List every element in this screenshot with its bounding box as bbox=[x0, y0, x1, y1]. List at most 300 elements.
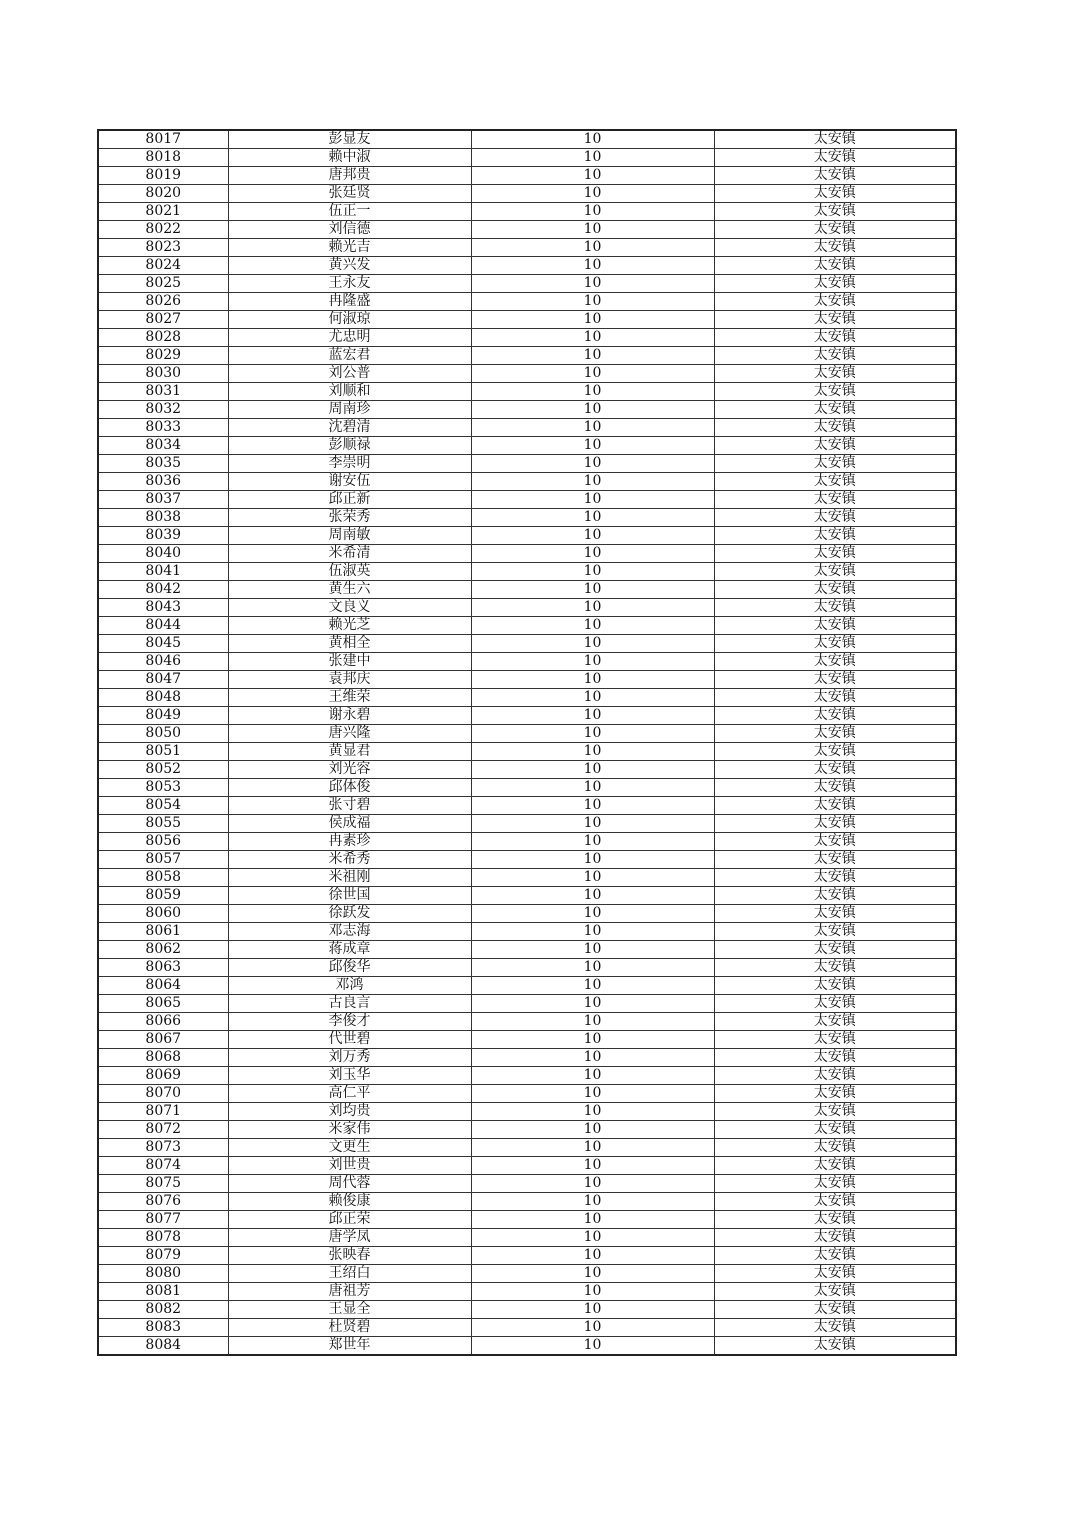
cell-name: 刘玉华 bbox=[228, 1067, 471, 1085]
cell-amount: 10 bbox=[471, 365, 714, 383]
cell-name: 杜贤碧 bbox=[228, 1319, 471, 1337]
cell-town: 太安镇 bbox=[714, 599, 956, 617]
cell-town: 太安镇 bbox=[714, 779, 956, 797]
cell-name: 刘公普 bbox=[228, 365, 471, 383]
table-row bbox=[98, 491, 956, 509]
cell-name: 何淑琼 bbox=[228, 311, 471, 329]
cell-number: 8027 bbox=[98, 311, 228, 329]
cell-name: 周南珍 bbox=[228, 401, 471, 419]
cell-name: 蒋成章 bbox=[228, 941, 471, 959]
cell-number: 8029 bbox=[98, 347, 228, 365]
cell-name: 张寸碧 bbox=[228, 797, 471, 815]
cell-name: 黄兴发 bbox=[228, 257, 471, 275]
cell-name: 张映春 bbox=[228, 1247, 471, 1265]
cell-town: 太安镇 bbox=[714, 473, 956, 491]
cell-amount: 10 bbox=[471, 815, 714, 833]
cell-number: 8075 bbox=[98, 1175, 228, 1193]
cell-town: 太安镇 bbox=[714, 1031, 956, 1049]
table-row bbox=[98, 995, 956, 1013]
cell-name: 邱体俊 bbox=[228, 779, 471, 797]
cell-number: 8040 bbox=[98, 545, 228, 563]
cell-name: 伍正一 bbox=[228, 203, 471, 221]
cell-name: 唐兴隆 bbox=[228, 725, 471, 743]
cell-name: 代世碧 bbox=[228, 1031, 471, 1049]
cell-number: 8072 bbox=[98, 1121, 228, 1139]
cell-amount: 10 bbox=[471, 293, 714, 311]
table-row bbox=[98, 167, 956, 185]
cell-town: 太安镇 bbox=[714, 689, 956, 707]
cell-number: 8031 bbox=[98, 383, 228, 401]
cell-number: 8044 bbox=[98, 617, 228, 635]
table-row bbox=[98, 833, 956, 851]
cell-name: 周代蓉 bbox=[228, 1175, 471, 1193]
table-row bbox=[98, 617, 956, 635]
cell-town: 太安镇 bbox=[714, 1139, 956, 1157]
cell-amount: 10 bbox=[471, 347, 714, 365]
table-row bbox=[98, 365, 956, 383]
cell-amount: 10 bbox=[471, 167, 714, 185]
cell-number: 8074 bbox=[98, 1157, 228, 1175]
cell-number: 8062 bbox=[98, 941, 228, 959]
cell-amount: 10 bbox=[471, 779, 714, 797]
cell-number: 8060 bbox=[98, 905, 228, 923]
cell-number: 8028 bbox=[98, 329, 228, 347]
cell-name: 赖光吉 bbox=[228, 239, 471, 257]
cell-name: 邓鸿 bbox=[228, 977, 471, 995]
cell-town: 太安镇 bbox=[714, 419, 956, 437]
table-row bbox=[98, 455, 956, 473]
cell-name: 王永友 bbox=[228, 275, 471, 293]
table-row bbox=[98, 923, 956, 941]
cell-amount: 10 bbox=[471, 257, 714, 275]
cell-town: 太安镇 bbox=[714, 347, 956, 365]
table-row bbox=[98, 1301, 956, 1319]
cell-number: 8081 bbox=[98, 1283, 228, 1301]
cell-amount: 10 bbox=[471, 977, 714, 995]
cell-amount: 10 bbox=[471, 653, 714, 671]
cell-name: 冉素珍 bbox=[228, 833, 471, 851]
table-row bbox=[98, 1031, 956, 1049]
cell-town: 太安镇 bbox=[714, 130, 956, 149]
cell-name: 冉隆盛 bbox=[228, 293, 471, 311]
cell-number: 8018 bbox=[98, 149, 228, 167]
cell-name: 侯成福 bbox=[228, 815, 471, 833]
cell-number: 8054 bbox=[98, 797, 228, 815]
cell-town: 太安镇 bbox=[714, 617, 956, 635]
cell-town: 太安镇 bbox=[714, 185, 956, 203]
cell-amount: 10 bbox=[471, 1319, 714, 1337]
cell-number: 8053 bbox=[98, 779, 228, 797]
cell-amount: 10 bbox=[471, 707, 714, 725]
cell-number: 8024 bbox=[98, 257, 228, 275]
cell-number: 8047 bbox=[98, 671, 228, 689]
cell-town: 太安镇 bbox=[714, 257, 956, 275]
cell-town: 太安镇 bbox=[714, 797, 956, 815]
table-row bbox=[98, 419, 956, 437]
table-row bbox=[98, 383, 956, 401]
cell-amount: 10 bbox=[471, 1265, 714, 1283]
cell-town: 太安镇 bbox=[714, 707, 956, 725]
cell-number: 8056 bbox=[98, 833, 228, 851]
table-row bbox=[98, 221, 956, 239]
cell-town: 太安镇 bbox=[714, 815, 956, 833]
data-table bbox=[97, 129, 957, 1356]
cell-amount: 10 bbox=[471, 797, 714, 815]
table-row bbox=[98, 1211, 956, 1229]
cell-town: 太安镇 bbox=[714, 1247, 956, 1265]
cell-amount: 10 bbox=[471, 671, 714, 689]
cell-town: 太安镇 bbox=[714, 851, 956, 869]
cell-name: 文良义 bbox=[228, 599, 471, 617]
cell-town: 太安镇 bbox=[714, 1049, 956, 1067]
cell-number: 8050 bbox=[98, 725, 228, 743]
cell-number: 8065 bbox=[98, 995, 228, 1013]
cell-amount: 10 bbox=[471, 473, 714, 491]
cell-amount: 10 bbox=[471, 437, 714, 455]
cell-amount: 10 bbox=[471, 1193, 714, 1211]
cell-town: 太安镇 bbox=[714, 671, 956, 689]
cell-town: 太安镇 bbox=[714, 383, 956, 401]
cell-town: 太安镇 bbox=[714, 275, 956, 293]
cell-number: 8032 bbox=[98, 401, 228, 419]
cell-amount: 10 bbox=[471, 239, 714, 257]
table-row bbox=[98, 761, 956, 779]
cell-amount: 10 bbox=[471, 130, 714, 149]
cell-amount: 10 bbox=[471, 941, 714, 959]
cell-name: 刘万秀 bbox=[228, 1049, 471, 1067]
cell-number: 8076 bbox=[98, 1193, 228, 1211]
cell-amount: 10 bbox=[471, 1229, 714, 1247]
table-row bbox=[98, 1013, 956, 1031]
cell-amount: 10 bbox=[471, 419, 714, 437]
cell-name: 尤忠明 bbox=[228, 329, 471, 347]
cell-amount: 10 bbox=[471, 833, 714, 851]
cell-town: 太安镇 bbox=[714, 761, 956, 779]
cell-town: 太安镇 bbox=[714, 1265, 956, 1283]
cell-number: 8037 bbox=[98, 491, 228, 509]
cell-town: 太安镇 bbox=[714, 743, 956, 761]
cell-town: 太安镇 bbox=[714, 1301, 956, 1319]
cell-town: 太安镇 bbox=[714, 1319, 956, 1337]
cell-number: 8083 bbox=[98, 1319, 228, 1337]
cell-amount: 10 bbox=[471, 761, 714, 779]
cell-name: 邱正新 bbox=[228, 491, 471, 509]
cell-amount: 10 bbox=[471, 221, 714, 239]
cell-number: 8022 bbox=[98, 221, 228, 239]
table-row bbox=[98, 599, 956, 617]
cell-number: 8063 bbox=[98, 959, 228, 977]
cell-town: 太安镇 bbox=[714, 995, 956, 1013]
table-row bbox=[98, 1283, 956, 1301]
cell-town: 太安镇 bbox=[714, 1337, 956, 1356]
cell-amount: 10 bbox=[471, 923, 714, 941]
cell-name: 李俊才 bbox=[228, 1013, 471, 1031]
cell-town: 太安镇 bbox=[714, 563, 956, 581]
cell-number: 8023 bbox=[98, 239, 228, 257]
cell-town: 太安镇 bbox=[714, 1157, 956, 1175]
table-row bbox=[98, 725, 956, 743]
cell-town: 太安镇 bbox=[714, 167, 956, 185]
cell-name: 徐跃发 bbox=[228, 905, 471, 923]
cell-name: 彭顺禄 bbox=[228, 437, 471, 455]
table-row bbox=[98, 1265, 956, 1283]
table-row bbox=[98, 671, 956, 689]
table-row bbox=[98, 689, 956, 707]
cell-name: 唐祖芳 bbox=[228, 1283, 471, 1301]
table-row bbox=[98, 941, 956, 959]
cell-name: 唐邦贵 bbox=[228, 167, 471, 185]
cell-name: 邱正荣 bbox=[228, 1211, 471, 1229]
table-row bbox=[98, 473, 956, 491]
cell-number: 8064 bbox=[98, 977, 228, 995]
cell-town: 太安镇 bbox=[714, 1121, 956, 1139]
cell-amount: 10 bbox=[471, 905, 714, 923]
cell-amount: 10 bbox=[471, 203, 714, 221]
cell-town: 太安镇 bbox=[714, 1211, 956, 1229]
cell-number: 8038 bbox=[98, 509, 228, 527]
cell-town: 太安镇 bbox=[714, 1175, 956, 1193]
table-row bbox=[98, 1247, 956, 1265]
cell-name: 米希秀 bbox=[228, 851, 471, 869]
cell-amount: 10 bbox=[471, 275, 714, 293]
table-row bbox=[98, 347, 956, 365]
table-row bbox=[98, 1337, 956, 1356]
cell-town: 太安镇 bbox=[714, 1103, 956, 1121]
cell-number: 8021 bbox=[98, 203, 228, 221]
cell-amount: 10 bbox=[471, 725, 714, 743]
cell-town: 太安镇 bbox=[714, 311, 956, 329]
cell-amount: 10 bbox=[471, 149, 714, 167]
cell-name: 谢永碧 bbox=[228, 707, 471, 725]
cell-number: 8045 bbox=[98, 635, 228, 653]
cell-number: 8017 bbox=[98, 130, 228, 149]
cell-amount: 10 bbox=[471, 383, 714, 401]
table-row bbox=[98, 239, 956, 257]
cell-name: 刘世贵 bbox=[228, 1157, 471, 1175]
cell-number: 8025 bbox=[98, 275, 228, 293]
cell-town: 太安镇 bbox=[714, 509, 956, 527]
table-row bbox=[98, 1049, 956, 1067]
cell-amount: 10 bbox=[471, 185, 714, 203]
cell-number: 8066 bbox=[98, 1013, 228, 1031]
cell-number: 8049 bbox=[98, 707, 228, 725]
cell-amount: 10 bbox=[471, 329, 714, 347]
table-row bbox=[98, 545, 956, 563]
cell-name: 王显全 bbox=[228, 1301, 471, 1319]
cell-amount: 10 bbox=[471, 1085, 714, 1103]
table-row bbox=[98, 707, 956, 725]
table-row bbox=[98, 869, 956, 887]
cell-amount: 10 bbox=[471, 1103, 714, 1121]
cell-amount: 10 bbox=[471, 617, 714, 635]
cell-name: 彭显友 bbox=[228, 130, 471, 149]
cell-town: 太安镇 bbox=[714, 239, 956, 257]
cell-name: 李崇明 bbox=[228, 455, 471, 473]
table-row bbox=[98, 1067, 956, 1085]
cell-town: 太安镇 bbox=[714, 887, 956, 905]
table-row bbox=[98, 1229, 956, 1247]
cell-amount: 10 bbox=[471, 887, 714, 905]
cell-name: 郑世年 bbox=[228, 1337, 471, 1356]
table-row bbox=[98, 1175, 956, 1193]
cell-amount: 10 bbox=[471, 1337, 714, 1356]
cell-amount: 10 bbox=[471, 851, 714, 869]
table-row bbox=[98, 905, 956, 923]
cell-town: 太安镇 bbox=[714, 923, 956, 941]
cell-town: 太安镇 bbox=[714, 293, 956, 311]
table-row bbox=[98, 1121, 956, 1139]
cell-amount: 10 bbox=[471, 1031, 714, 1049]
cell-town: 太安镇 bbox=[714, 437, 956, 455]
cell-amount: 10 bbox=[471, 563, 714, 581]
cell-amount: 10 bbox=[471, 527, 714, 545]
cell-number: 8039 bbox=[98, 527, 228, 545]
cell-amount: 10 bbox=[471, 1013, 714, 1031]
cell-number: 8071 bbox=[98, 1103, 228, 1121]
cell-number: 8058 bbox=[98, 869, 228, 887]
cell-name: 黄显君 bbox=[228, 743, 471, 761]
table-row bbox=[98, 851, 956, 869]
cell-name: 刘均贵 bbox=[228, 1103, 471, 1121]
cell-number: 8020 bbox=[98, 185, 228, 203]
cell-number: 8030 bbox=[98, 365, 228, 383]
cell-amount: 10 bbox=[471, 689, 714, 707]
table-row bbox=[98, 1319, 956, 1337]
table-row bbox=[98, 653, 956, 671]
cell-amount: 10 bbox=[471, 1121, 714, 1139]
cell-town: 太安镇 bbox=[714, 869, 956, 887]
cell-town: 太安镇 bbox=[714, 725, 956, 743]
cell-number: 8080 bbox=[98, 1265, 228, 1283]
cell-town: 太安镇 bbox=[714, 653, 956, 671]
cell-name: 张廷贤 bbox=[228, 185, 471, 203]
cell-number: 8078 bbox=[98, 1229, 228, 1247]
cell-name: 古良言 bbox=[228, 995, 471, 1013]
cell-name: 谢安伍 bbox=[228, 473, 471, 491]
cell-name: 黄生六 bbox=[228, 581, 471, 599]
cell-name: 刘信德 bbox=[228, 221, 471, 239]
cell-name: 米家伟 bbox=[228, 1121, 471, 1139]
cell-town: 太安镇 bbox=[714, 491, 956, 509]
cell-name: 张荣秀 bbox=[228, 509, 471, 527]
cell-amount: 10 bbox=[471, 599, 714, 617]
cell-town: 太安镇 bbox=[714, 1229, 956, 1247]
cell-amount: 10 bbox=[471, 509, 714, 527]
cell-amount: 10 bbox=[471, 1139, 714, 1157]
cell-number: 8051 bbox=[98, 743, 228, 761]
cell-number: 8048 bbox=[98, 689, 228, 707]
cell-name: 徐世国 bbox=[228, 887, 471, 905]
cell-amount: 10 bbox=[471, 743, 714, 761]
cell-amount: 10 bbox=[471, 1067, 714, 1085]
cell-number: 8073 bbox=[98, 1139, 228, 1157]
cell-amount: 10 bbox=[471, 635, 714, 653]
cell-name: 赖中淑 bbox=[228, 149, 471, 167]
table-row bbox=[98, 509, 956, 527]
cell-number: 8036 bbox=[98, 473, 228, 491]
table-row bbox=[98, 257, 956, 275]
cell-name: 张建中 bbox=[228, 653, 471, 671]
cell-amount: 10 bbox=[471, 1175, 714, 1193]
cell-amount: 10 bbox=[471, 455, 714, 473]
cell-town: 太安镇 bbox=[714, 221, 956, 239]
cell-town: 太安镇 bbox=[714, 833, 956, 851]
cell-amount: 10 bbox=[471, 311, 714, 329]
table-row bbox=[98, 1193, 956, 1211]
cell-town: 太安镇 bbox=[714, 1193, 956, 1211]
cell-name: 刘顺和 bbox=[228, 383, 471, 401]
cell-number: 8052 bbox=[98, 761, 228, 779]
cell-name: 刘光容 bbox=[228, 761, 471, 779]
cell-town: 太安镇 bbox=[714, 545, 956, 563]
cell-name: 赖光芝 bbox=[228, 617, 471, 635]
table-row bbox=[98, 401, 956, 419]
cell-amount: 10 bbox=[471, 1211, 714, 1229]
cell-name: 高仁平 bbox=[228, 1085, 471, 1103]
table-row bbox=[98, 185, 956, 203]
cell-number: 8019 bbox=[98, 167, 228, 185]
table-row bbox=[98, 1157, 956, 1175]
table-row bbox=[98, 1139, 956, 1157]
table-row bbox=[98, 977, 956, 995]
cell-name: 邓志海 bbox=[228, 923, 471, 941]
cell-number: 8042 bbox=[98, 581, 228, 599]
table-row bbox=[98, 130, 956, 149]
cell-amount: 10 bbox=[471, 581, 714, 599]
cell-name: 赖俊康 bbox=[228, 1193, 471, 1211]
cell-town: 太安镇 bbox=[714, 329, 956, 347]
cell-number: 8035 bbox=[98, 455, 228, 473]
cell-name: 米祖刚 bbox=[228, 869, 471, 887]
cell-town: 太安镇 bbox=[714, 941, 956, 959]
cell-town: 太安镇 bbox=[714, 581, 956, 599]
cell-number: 8061 bbox=[98, 923, 228, 941]
cell-name: 伍淑英 bbox=[228, 563, 471, 581]
cell-number: 8068 bbox=[98, 1049, 228, 1067]
cell-number: 8082 bbox=[98, 1301, 228, 1319]
cell-town: 太安镇 bbox=[714, 203, 956, 221]
table-row bbox=[98, 959, 956, 977]
cell-town: 太安镇 bbox=[714, 455, 956, 473]
cell-name: 黄相全 bbox=[228, 635, 471, 653]
table-row bbox=[98, 293, 956, 311]
table-row bbox=[98, 635, 956, 653]
table-row bbox=[98, 1085, 956, 1103]
cell-amount: 10 bbox=[471, 401, 714, 419]
table-row bbox=[98, 815, 956, 833]
cell-town: 太安镇 bbox=[714, 959, 956, 977]
table-row bbox=[98, 437, 956, 455]
cell-town: 太安镇 bbox=[714, 527, 956, 545]
cell-amount: 10 bbox=[471, 545, 714, 563]
cell-town: 太安镇 bbox=[714, 977, 956, 995]
cell-amount: 10 bbox=[471, 869, 714, 887]
cell-name: 米希清 bbox=[228, 545, 471, 563]
cell-amount: 10 bbox=[471, 995, 714, 1013]
cell-number: 8067 bbox=[98, 1031, 228, 1049]
table-body bbox=[98, 130, 956, 1355]
cell-number: 8055 bbox=[98, 815, 228, 833]
table-row bbox=[98, 563, 956, 581]
table-row bbox=[98, 149, 956, 167]
table-row bbox=[98, 779, 956, 797]
cell-name: 唐学凤 bbox=[228, 1229, 471, 1247]
cell-name: 袁邦庆 bbox=[228, 671, 471, 689]
cell-town: 太安镇 bbox=[714, 1013, 956, 1031]
table-row bbox=[98, 743, 956, 761]
cell-number: 8070 bbox=[98, 1085, 228, 1103]
table-row bbox=[98, 581, 956, 599]
